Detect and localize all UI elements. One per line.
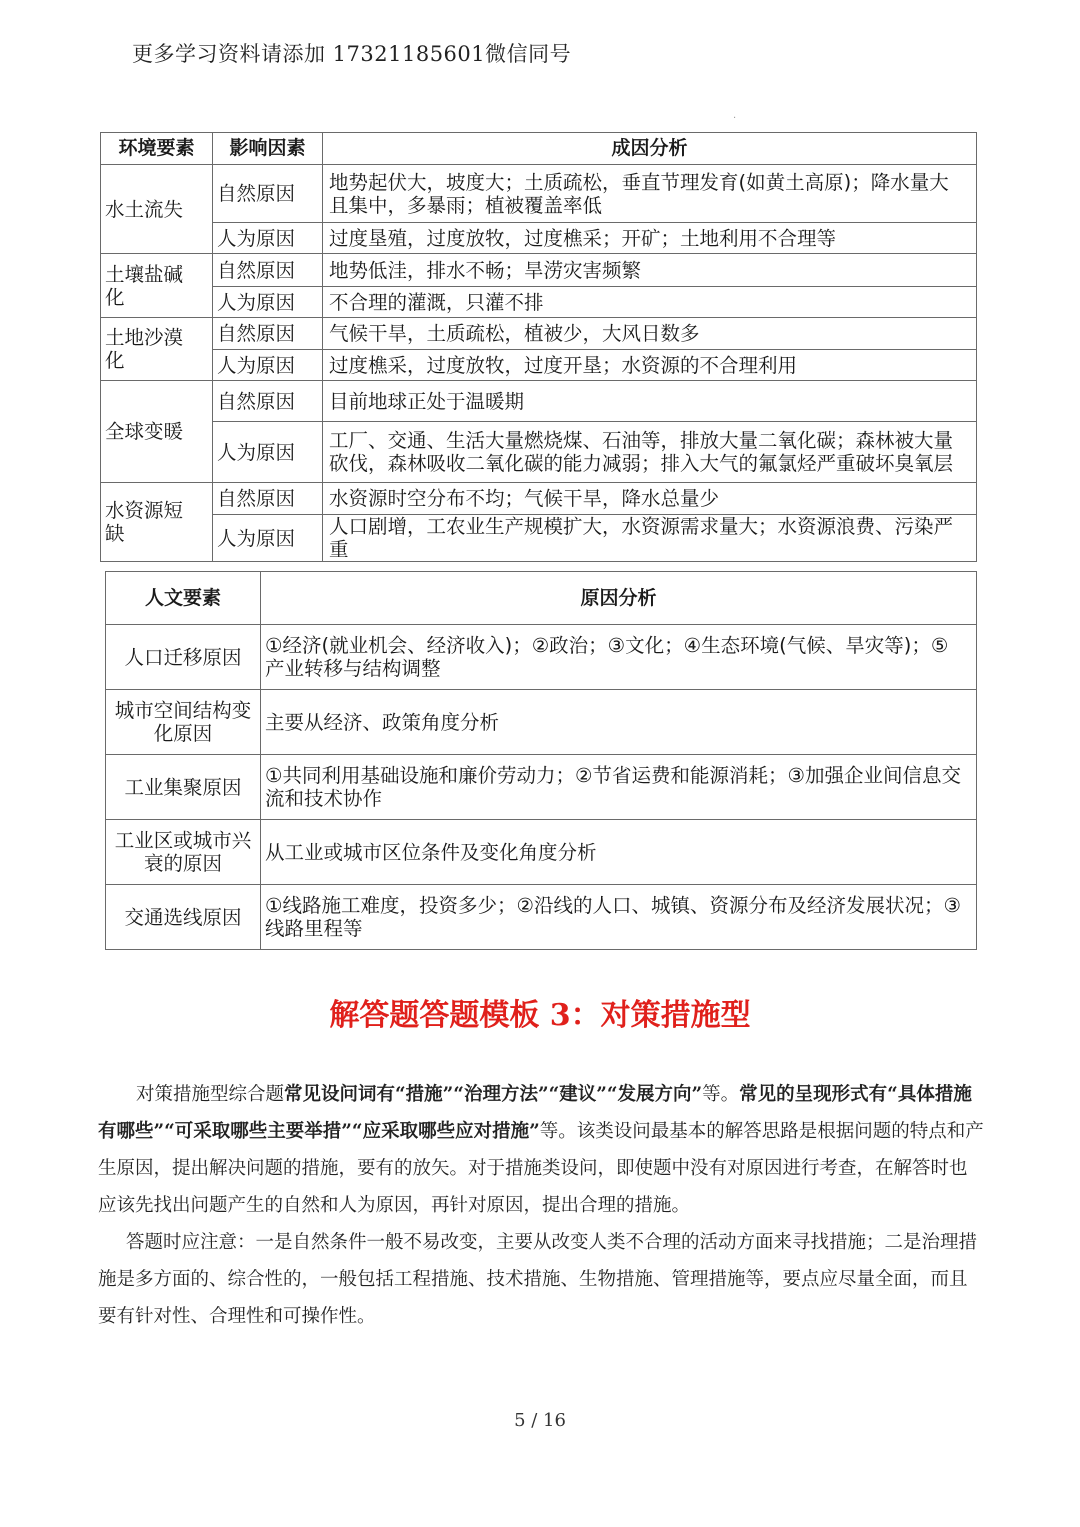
section-title: 解答题答题模板 3：对策措施型 (329, 998, 751, 1033)
human-element-cell: 人口迁移原因 (106, 625, 261, 690)
analysis-cell: 不合理的灌溉，只灌不排 (323, 287, 977, 318)
analysis-cell: 从工业或城市区位条件及变化角度分析 (261, 820, 977, 885)
influence-cell: 人为原因 (213, 287, 323, 318)
table-row (101, 287, 977, 318)
analysis-cell: 水资源时空分布不均；气候干旱，降水总量少 (323, 483, 977, 515)
influence-cell: 自然原因 (213, 318, 323, 350)
table-row (101, 223, 977, 254)
para-bold-text: 常见的呈现形式有“具体措施有哪些”“可采取哪些主要举措”“应采取哪些应对措施” (98, 1084, 972, 1142)
table-row (106, 885, 977, 950)
table-row (101, 381, 977, 422)
header-note: 更多学习资料请添加 17321185601微信同号 (132, 42, 572, 66)
human-element-cell: 交通选线原因 (106, 885, 261, 950)
influence-cell: 自然原因 (213, 165, 323, 223)
para-text: 等。 (702, 1084, 740, 1105)
table-row (101, 515, 977, 562)
env-factor-cell: 全球变暖 (101, 381, 213, 483)
table-header-row (101, 133, 977, 165)
influence-cell: 人为原因 (213, 515, 323, 562)
human-element-cell: 城市空间结构变化原因 (106, 690, 261, 755)
table-row (101, 165, 977, 223)
influence-cell: 人为原因 (213, 223, 323, 254)
analysis-cell: 地势起伏大，坡度大；土质疏松，垂直节理发育(如黄土高原)；降水量大且集中，多暴雨；植被覆盖率低 (323, 165, 977, 223)
decorative-dot: . (733, 110, 737, 121)
analysis-cell: ①共同利用基础设施和廉价劳动力；②节省运费和能源消耗；③加强企业间信息交流和技术协作 (261, 755, 977, 820)
analysis-cell: ①经济(就业机会、经济收入)；②政治；③文化；④生态环境(气候、旱灾等)；⑤产业转移与结构调整 (261, 625, 977, 690)
analysis-cell: 人口剧增，工农业生产规模扩大，水资源需求量大；水资源浪费、污染严重 (323, 515, 977, 562)
human-element-cell: 工业区或城市兴衰的原因 (106, 820, 261, 885)
paragraph-intro (98, 1076, 984, 1224)
para-bold-text: 常见设问词有“措施”“治理方法”“建议”“发展方向” (284, 1084, 703, 1105)
analysis-cell: 过度樵采，过度放牧，过度开垦；水资源的不合理利用 (323, 350, 977, 381)
paragraph-notes: 答题时应注意：一是自然条件一般不易改变，主要从改变人类不合理的活动方面来寻找措施；二是治理措施是多方面的、综合性的，一般包括工程措施、技术措施、生物措施、管理措施等，要点应尽量全面，而且要有针对性、合理性和可操作性。 (98, 1232, 978, 1327)
influence-cell: 自然原因 (213, 381, 323, 422)
table-row (106, 820, 977, 885)
human-element-cell: 工业集聚原因 (106, 755, 261, 820)
env-factor-cell: 土地沙漠化 (101, 318, 213, 381)
env-factor-cell: 水资源短缺 (101, 483, 213, 562)
table-row (101, 422, 977, 483)
analysis-cell: 气候干旱，土质疏松，植被少，大风日数多 (323, 318, 977, 350)
influence-cell: 自然原因 (213, 483, 323, 515)
table-header-row (106, 572, 977, 625)
analysis-cell: 工厂、交通、生活大量燃烧煤、石油等，排放大量二氧化碳；森林被大量砍伐，森林吸收二氧化碳的能力减弱；排入大气的氟氯烃严重破坏臭氧层 (323, 422, 977, 483)
influence-cell: 自然原因 (213, 254, 323, 287)
page-number: 5 / 16 (514, 1410, 566, 1431)
analysis-cell: ①线路施工难度，投资多少；②沿线的人口、城镇、资源分布及经济发展状况；③线路里程等 (261, 885, 977, 950)
table-row (101, 318, 977, 350)
human-factors-table (105, 571, 977, 950)
analysis-cell: 主要从经济、政策角度分析 (261, 690, 977, 755)
environment-factors-table (100, 132, 977, 562)
para-text: 对策措施型综合题 (136, 1084, 285, 1105)
analysis-cell: 目前地球正处于温暖期 (323, 381, 977, 422)
env-factor-cell: 土壤盐碱化 (101, 254, 213, 318)
influence-cell: 人为原因 (213, 350, 323, 381)
table-row (106, 755, 977, 820)
column-header: 原因分析 (261, 572, 977, 625)
column-header: 影响因素 (213, 133, 323, 165)
column-header: 人文要素 (106, 572, 261, 625)
env-factor-cell: 水土流失 (101, 165, 213, 254)
analysis-cell: 过度垦殖，过度放牧，过度樵采；开矿；土地利用不合理等 (323, 223, 977, 254)
table-row (106, 690, 977, 755)
column-header: 成因分析 (323, 133, 977, 165)
column-header: 环境要素 (101, 133, 213, 165)
table-row (101, 350, 977, 381)
table-row (101, 483, 977, 515)
para-text: 等。该类设问最基本的解答思路是根据问题的特点和产生原因，提出解决问题的措施，要有的放矢。对于措施类设问，即使题中没有对原因进行考查，在解答时也应该先找出问题产生的自然和人为原因，再针对原因，提出合理的措施。 (98, 1121, 984, 1216)
analysis-cell: 地势低洼，排水不畅；旱涝灾害频繁 (323, 254, 977, 287)
influence-cell: 人为原因 (213, 422, 323, 483)
table-row (106, 625, 977, 690)
table-row (101, 254, 977, 287)
